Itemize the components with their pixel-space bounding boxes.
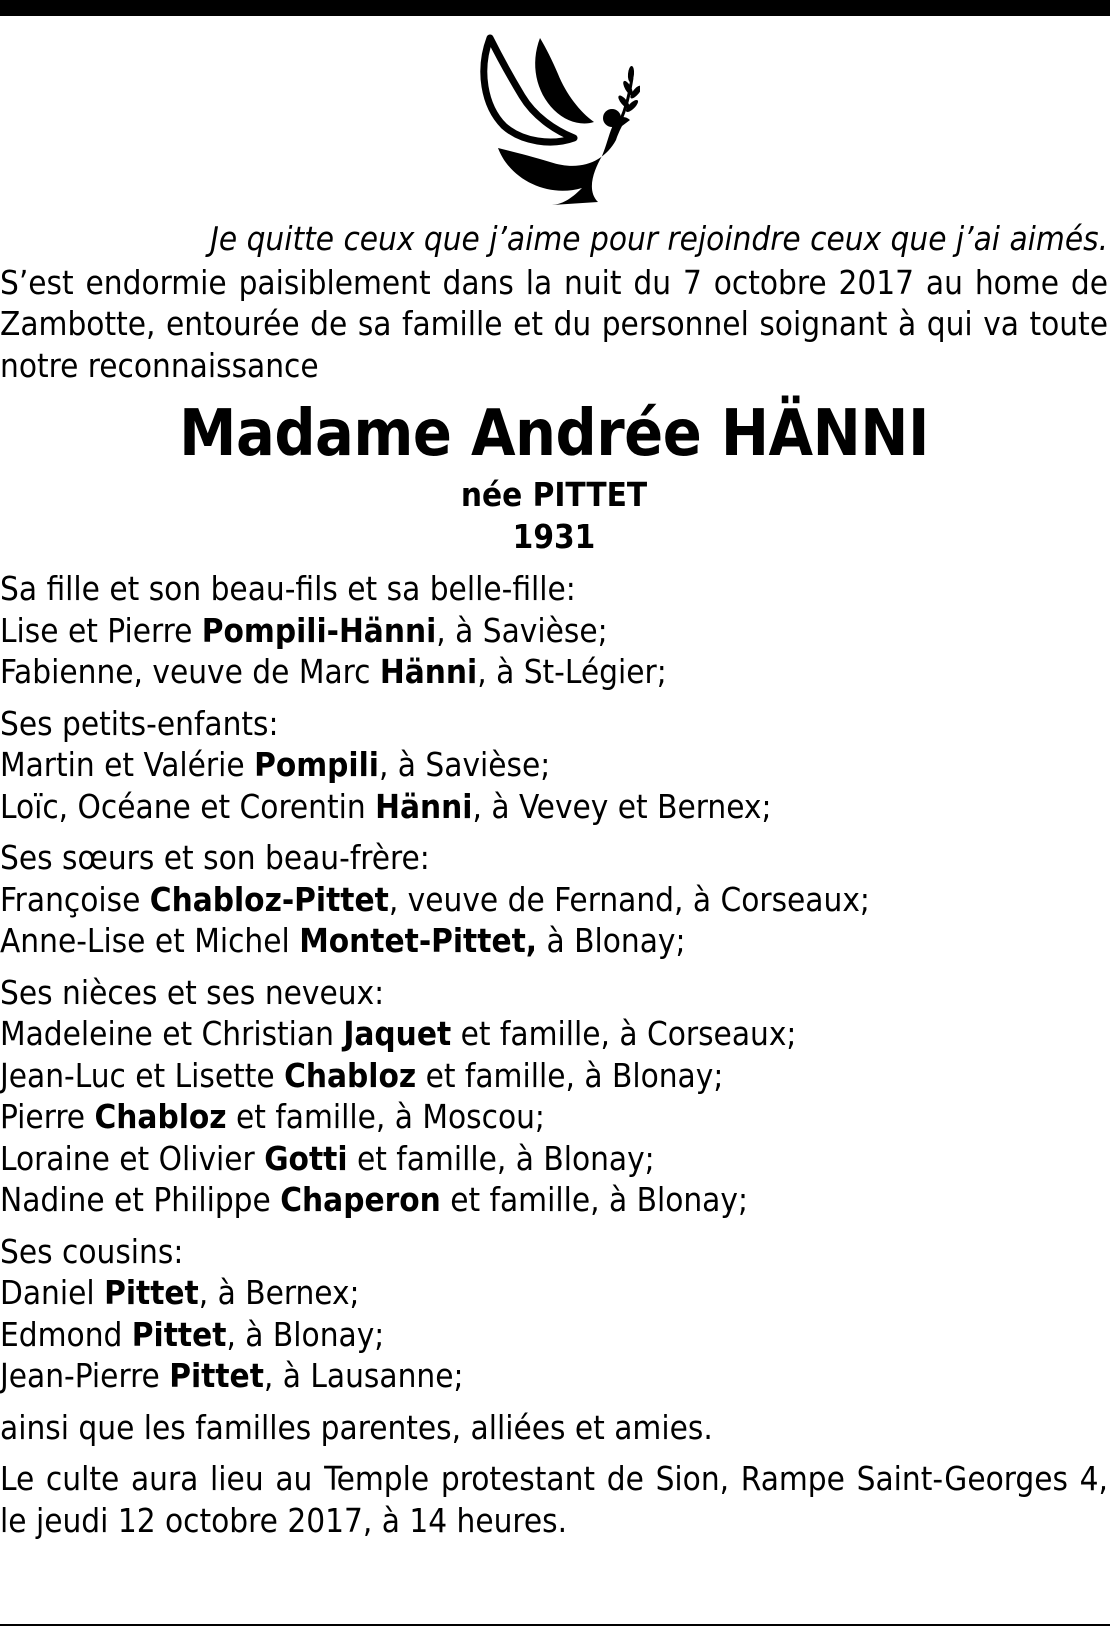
relative-given-names: Edmond [0,1314,132,1354]
relative-surname: Chabloz [284,1055,417,1095]
relative-line [0,786,1108,828]
family-group [0,972,1108,1221]
relative-line [0,1055,1108,1097]
family-group [0,1231,1108,1397]
relative-given-names: Martin et Valérie [0,745,255,784]
relative-given-names: Loïc, Océane et Corentin [0,786,376,826]
relative-location: , à St-Légier; [477,652,667,691]
relative-surname: Pittet [169,1356,264,1395]
family-group [0,837,1108,962]
closing-line: ainsi que les familles parentes, alliées et amies. [0,1407,713,1447]
deceased-name: Madame Andrée HÄNNI [179,397,929,471]
relative-location: et famille, à Moscou; [226,1097,545,1136]
family-groups [0,568,1108,1397]
relative-line [0,610,1108,652]
relative-location: , à Bernex; [198,1273,360,1312]
relative-surname: Pompili [254,745,379,784]
intro-paragraph: S’est endormie paisiblement dans la nuit du 7 octobre 2017 au home de Zambotte, entourée de sa famille et du personnel soignant à qui va toute notre reconnaissance [0,262,1108,385]
relative-location: , à Lausanne; [263,1356,464,1395]
relative-surname: Hänni [375,786,473,826]
relative-surname: Montet-Pittet, [299,921,538,960]
relative-surname: Gotti [264,1138,348,1178]
bottom-rule [0,1624,1110,1626]
relative-location: , à Blonay; [226,1314,385,1354]
relative-location: à Blonay; [537,921,686,960]
relative-line [0,920,1108,962]
relative-given-names: Daniel [0,1273,105,1312]
family-group [0,703,1108,828]
relative-location: , à Savièse; [436,610,608,650]
relative-line [0,744,1108,786]
obituary-text [0,218,1108,1541]
relative-location: , veuve de Fernand, à Corseaux; [388,879,870,919]
dove-icon [470,30,640,205]
relative-given-names: Jean-Luc et Lisette [0,1055,285,1095]
relative-given-names: Jean-Pierre [0,1356,170,1395]
group-heading: Ses cousins: [0,1231,184,1271]
relative-surname: Chaperon [280,1180,441,1219]
family-group [0,568,1108,693]
group-heading: Sa fille et son beau-fils et sa belle-fille: [0,569,576,608]
group-heading: Ses nièces et ses neveux: [0,972,385,1012]
relative-surname: Hänni [379,652,478,691]
group-heading: Ses sœurs et son beau-frère: [0,838,430,877]
birth-year: 1931 [512,517,596,556]
relative-location: et famille, à Corseaux; [451,1014,797,1053]
relative-line [0,1272,1108,1314]
relative-given-names: Fabienne, veuve de Marc [0,652,380,691]
relative-line [0,1138,1108,1180]
relative-location: , à Vevey et Bernex; [472,786,772,826]
relative-given-names: Pierre [0,1097,95,1136]
relative-line [0,651,1108,693]
relative-given-names: Nadine et Philippe [0,1180,281,1219]
relative-line [0,1179,1108,1221]
relative-surname: Chabloz-Pittet [149,879,389,919]
relative-line [0,1013,1108,1055]
maiden-name: née PITTET [460,475,648,514]
relative-line [0,1096,1108,1138]
relative-given-names: Lise et Pierre [0,610,202,650]
relative-location: et famille, à Blonay; [347,1138,655,1178]
relative-location: , à Savièse; [378,745,551,784]
top-rule [0,0,1110,16]
relative-surname: Chabloz [94,1097,227,1136]
ceremony-info: Le culte aura lieu au Temple protestant de Sion, Rampe Saint-Georges 4, le jeudi 12 octobre 2017, à 14 heures. [0,1459,1108,1540]
relative-given-names: Anne-Lise et Michel [0,921,300,960]
relative-given-names: Madeleine et Christian [0,1014,344,1053]
relative-line [0,1355,1108,1397]
group-heading: Ses petits-enfants: [0,703,279,743]
relative-given-names: Françoise [0,879,150,919]
relative-location: et famille, à Blonay; [416,1055,724,1095]
relative-given-names: Loraine et Olivier [0,1138,265,1178]
relative-line [0,1314,1108,1356]
relative-surname: Pompili-Hänni [201,610,437,650]
relative-line [0,879,1108,921]
relative-location: et famille, à Blonay; [440,1180,748,1219]
relative-surname: Jaquet [343,1014,452,1053]
relative-surname: Pittet [131,1314,227,1354]
epigraph-quote: Je quitte ceux que j’aime pour rejoindre ceux que j’ai aimés. [210,219,1108,258]
relative-surname: Pittet [104,1273,199,1312]
